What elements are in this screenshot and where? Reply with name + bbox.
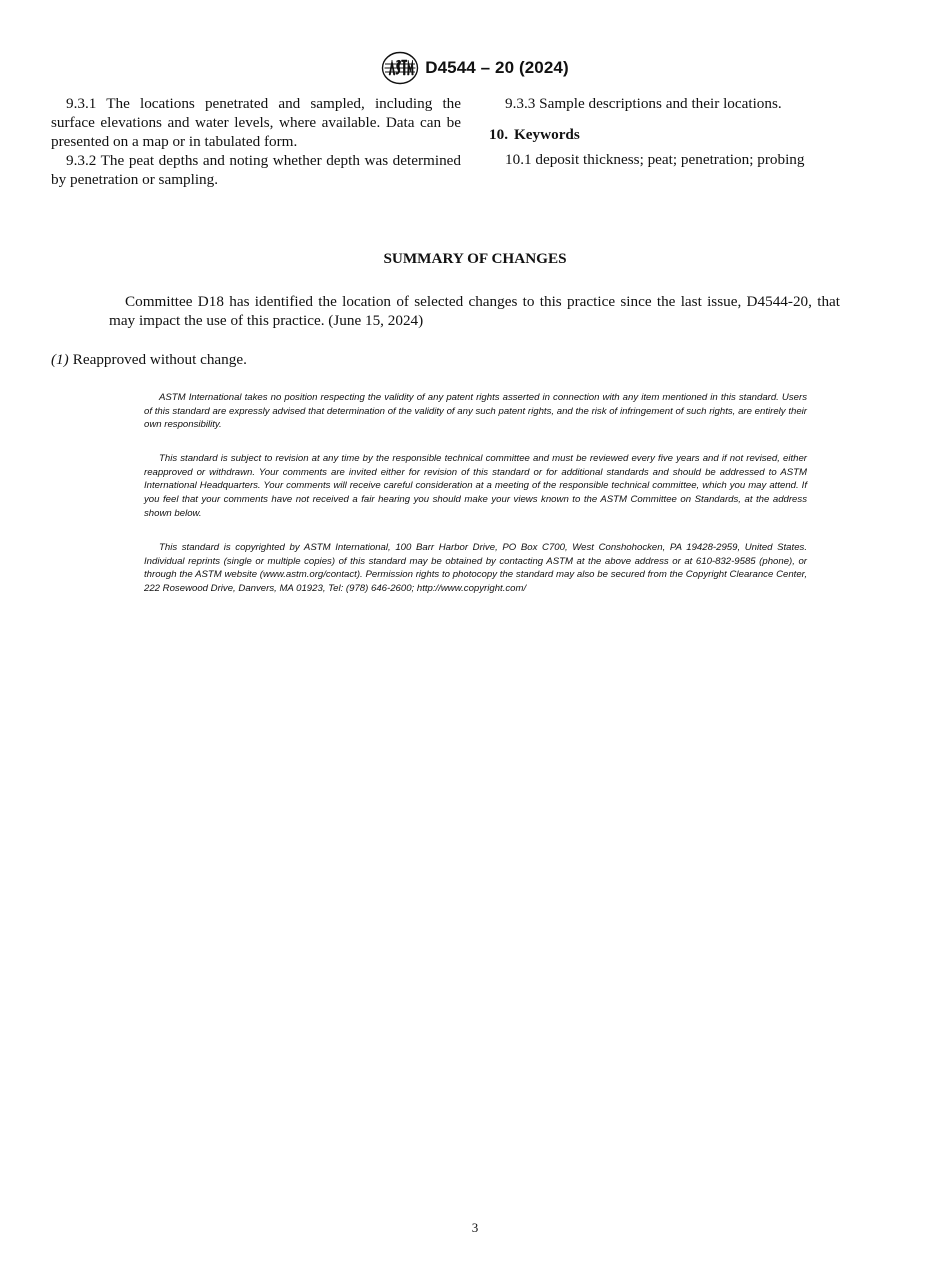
summary-of-changes-text: Committee D18 has identified the location of selected changes to this practice since the last issue, D4544-20, that may impact the use of this practice. (June 15, 2024)	[109, 293, 840, 329]
keywords-paragraph: 10.1 deposit thickness; peat; penetration; probing	[505, 151, 805, 168]
left-column	[51, 94, 461, 189]
section-title: Keywords	[513, 126, 580, 143]
page-number: 3	[471, 1220, 479, 1235]
right-column	[489, 94, 849, 169]
paragraph-9-3-3: 9.3.3 Sample descriptions and their locations.	[505, 95, 782, 112]
change-item-text: Reapproved without change.	[72, 351, 247, 368]
standard-designation: D4544 – 20 (2024)	[425, 58, 569, 77]
paragraph-9-3-1: 9.3.1 The locations penetrated and sampled, including the surface elevations and water levels, where available. Data can be presented on a map or in tabulated form.	[51, 95, 461, 150]
patent-notice: ASTM International takes no position respecting the validity of any patent rights asserted in connection with any item mentioned in this standard. Users of this standard are expressly advised that determination of the validity of any such patent rights, and the risk of infringement of such rights, are entirely their own responsibility.	[144, 392, 807, 431]
change-list-item	[51, 351, 247, 369]
copyright-notice: This standard is copyrighted by ASTM International, 100 Barr Harbor Drive, PO Box C700, West Conshohocken, PA 19428-2959, United States. Individual reprints (single or multiple copies) of this standard may be obtained by contacting ASTM at the above address or at 610-832-9585 (phone), or through the ASTM website (www.astm.org/contact). Permission rights to photocopy the standard may also be secured from the Copyright Clearance Center, 222 Rosewood Drive, Danvers, MA 01923, Tel: (978) 646-2600; http://www.copyright.com/	[144, 542, 807, 595]
section-number: 10.	[489, 126, 508, 143]
summary-of-changes-title: SUMMARY OF CHANGES	[383, 250, 567, 267]
section-heading-keywords	[489, 125, 849, 144]
astm-logo-icon	[381, 51, 419, 85]
revision-notice: This standard is subject to revision at any time by the responsible technical committee and must be reviewed every five years and if not revised, either reapproved or withdrawn. Your comments are invited either for revision of this standard or for additional standards and should be addressed to ASTM International Headquarters. Your comments will receive careful consideration at a meeting of the responsible technical committee, which you may attend. If you feel that your comments have not received a fair hearing you should make your views known to the ASTM Committee on Standards, at the address shown below.	[144, 453, 807, 519]
page-header	[0, 51, 950, 85]
change-item-number: (1)	[51, 351, 69, 368]
paragraph-9-3-2: 9.3.2 The peat depths and noting whether depth was determined by penetration or sampling.	[51, 152, 461, 188]
